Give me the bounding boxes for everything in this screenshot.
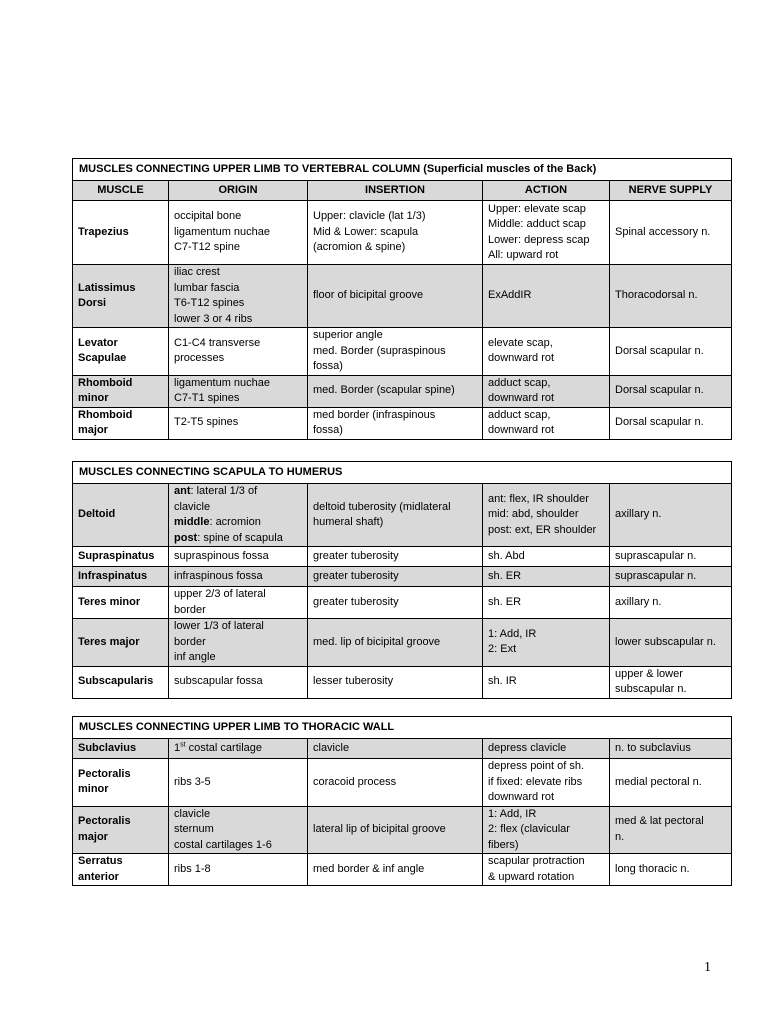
action-line: scapular protraction [488,855,585,867]
nerve-supply-line: lower subscapular n. [615,635,716,648]
origin-line: ligamentum nuchae [174,376,271,389]
nerve-supply-cell [610,587,732,619]
origin-cell [169,407,308,439]
action-line: All: upward rot [488,249,559,261]
insertion-line: med border (infraspinous [313,408,436,421]
muscle-name-cell [73,739,169,759]
insertion-line: floor of bicipital groove [313,289,424,302]
insertion-line: med. Border (scapular spine) [313,384,455,397]
table-title-row [73,159,732,181]
nerve-supply-line: Dorsal scapular n. [615,344,704,357]
muscle-name-cell [73,484,169,547]
insertion-cell [308,328,483,376]
muscle-name-cell [73,666,169,698]
table-title: MUSCLES CONNECTING UPPER LIMB TO THORACIC WALL [73,717,732,739]
nerve-supply-cell [610,265,732,328]
action-cell [483,666,610,698]
action-cell [483,759,610,807]
muscle-name-cell [73,265,169,328]
origin-line: clavicle [174,500,211,513]
origin-cell [169,587,308,619]
origin-line: supraspinous fossa [174,549,269,562]
column-header: ORIGIN [169,181,308,201]
action-line: fibers) [488,838,519,851]
origin-cell [169,328,308,376]
muscle-name-line: Scapulae [78,352,127,365]
insertion-cell [308,619,483,667]
origin-line: C7-T12 spine [174,241,241,254]
action-line: adduct scap, [488,408,551,421]
column-header: INSERTION [308,181,483,201]
muscle-name-line: Pectoralis [78,767,131,780]
origin-label: middle [174,516,210,528]
action-cell [483,375,610,407]
insertion-line: lesser tuberosity [313,675,394,688]
action-line: downward rot [488,352,555,365]
origin-line: iliac crest [174,266,220,278]
muscle-name-line: Trapezius [78,225,129,238]
action-line: sh. IR [488,675,517,688]
column-header: MUSCLE [73,181,169,201]
origin-text: : lateral 1/3 of [190,485,258,497]
origin-line: lower 3 or 4 ribs [174,312,253,325]
origin-line: C7-T1 spines [174,392,240,404]
action-line: depress point of sh. [488,760,585,772]
table-scapula-humerus [72,461,732,699]
insertion-line: clavicle [313,741,350,754]
muscle-name-line: Rhomboid [78,376,133,389]
muscle-name-line: major [78,830,108,843]
insertion-line: (acromion & spine) [313,241,406,254]
action-cell [483,484,610,547]
insertion-line: greater tuberosity [313,595,399,608]
muscle-name-line: Levator [78,336,118,349]
origin-text: : acromion [209,516,261,528]
origin-line: sternum [174,823,214,835]
insertion-line: fossa) [313,360,343,372]
muscle-name-cell [73,806,169,854]
insertion-cell [308,739,483,759]
muscle-name-line: Serratus [78,855,123,867]
origin-line: border [174,603,206,616]
action-line: downward rot [488,392,555,404]
action-line: Lower: depress scap [488,233,590,246]
insertion-line: lateral lip of bicipital groove [313,823,446,835]
nerve-supply-line: n. [615,830,625,843]
nerve-supply-line: Spinal accessory n. [615,225,711,238]
column-header: NERVE SUPPLY [610,181,732,201]
action-line: post: ext, ER shoulder [488,523,597,536]
origin-line: ribs 1-8 [174,862,211,875]
muscle-name-cell [73,201,169,265]
nerve-supply-line: axillary n. [615,508,662,521]
insertion-line: deltoid tuberosity (midlateral [313,500,451,513]
muscle-row [73,739,732,759]
muscle-row [73,666,732,698]
nerve-supply-cell [610,328,732,376]
nerve-supply-line: Thoracodorsal n. [615,289,698,302]
origin-line: lumbar fascia [174,281,240,294]
nerve-supply-line: med & lat pectoral [615,815,704,828]
insertion-line: fossa) [313,424,343,436]
nerve-supply-cell [610,567,732,587]
origin-label: post [174,531,198,544]
muscle-row [73,619,732,667]
action-line: 2: flex (clavicular [488,823,570,835]
origin-cell [169,759,308,807]
origin-line: lower 1/3 of lateral [174,620,264,632]
muscle-name-cell [73,407,169,439]
insertion-line: humeral shaft) [313,516,384,528]
action-line: sh. ER [488,595,522,608]
action-line: ExAddIR [488,289,532,302]
nerve-supply-line: suprascapular n. [615,569,697,582]
origin-text: : spine of scapula [197,531,283,544]
insertion-line: Upper: clavicle (lat 1/3) [313,210,426,223]
origin-line: subscapular fossa [174,675,263,688]
muscle-name-line: Subscapularis [78,675,154,688]
origin-cell [169,666,308,698]
column-header-row [73,181,732,201]
origin-line: costal cartilages 1-6 [174,838,272,851]
origin-line: border [174,635,206,648]
table-title-row [73,462,732,484]
origin-cell [169,484,308,547]
muscle-name-line: Latissimus [78,281,136,294]
insertion-line: superior angle [313,329,383,341]
insertion-line: greater tuberosity [313,569,399,582]
action-line: downward rot [488,424,555,436]
muscle-name-cell [73,567,169,587]
nerve-supply-line: subscapular n. [615,683,687,695]
insertion-line: coracoid process [313,775,397,788]
muscle-name-line: minor [78,392,109,404]
origin-cell [169,265,308,328]
insertion-cell [308,265,483,328]
action-cell [483,587,610,619]
action-line: Middle: adduct scap [488,218,586,230]
column-header: ACTION [483,181,610,201]
table-title: MUSCLES CONNECTING UPPER LIMB TO VERTEBRAL COLUMN (Superficial muscles of the Back) [73,159,732,181]
insertion-cell [308,759,483,807]
muscle-row [73,567,732,587]
action-cell [483,854,610,886]
origin-cell [169,739,308,759]
insertion-cell [308,375,483,407]
muscle-name-line: Supraspinatus [78,549,155,562]
insertion-cell [308,547,483,567]
muscle-row [73,265,732,328]
muscle-name-cell [73,547,169,567]
insertion-cell [308,407,483,439]
muscle-name-line: anterior [78,870,119,883]
action-line: 2: Ext [488,643,517,656]
muscle-name-line: Infraspinatus [78,569,148,582]
nerve-supply-line: long thoracic n. [615,862,690,875]
action-line: & upward rotation [488,870,575,883]
origin-label: ant [174,485,191,497]
insertion-cell [308,484,483,547]
action-line: sh. Abd [488,549,525,562]
page-number: 1 [704,960,711,975]
origin-text: costal cartilage [185,741,263,754]
muscle-name-cell [73,328,169,376]
origin-cell [169,547,308,567]
origin-line [174,515,302,531]
insertion-cell [308,854,483,886]
action-cell [483,547,610,567]
insertion-line: med border & inf angle [313,862,425,875]
origin-cell [169,854,308,886]
nerve-supply-line: suprascapular n. [615,549,697,562]
nerve-supply-cell [610,854,732,886]
nerve-supply-line: n. to subclavius [615,741,691,754]
muscle-name-line: Dorsi [78,297,107,309]
origin-line: infraspinous fossa [174,569,263,582]
action-line: Upper: elevate scap [488,202,586,215]
origin-cell [169,806,308,854]
action-line: 1: Add, IR [488,807,537,820]
origin-line: ligamentum nuchae [174,225,271,238]
nerve-supply-line: Dorsal scapular n. [615,416,704,429]
nerve-supply-line: axillary n. [615,595,662,608]
table-title: MUSCLES CONNECTING SCAPULA TO HUMERUS [73,462,732,484]
action-line: sh. ER [488,569,522,582]
insertion-line: greater tuberosity [313,549,399,562]
nerve-supply-line: upper & lower [615,667,683,680]
muscle-name-cell [73,587,169,619]
nerve-supply-cell [610,806,732,854]
action-line: ant: flex, IR shoulder [488,492,589,505]
origin-line: C1-C4 transverse [174,336,261,349]
muscle-name-cell [73,854,169,886]
nerve-supply-cell [610,739,732,759]
insertion-line: med. lip of bicipital groove [313,635,441,648]
origin-cell [169,619,308,667]
action-cell [483,201,610,265]
action-line: depress clavicle [488,741,567,754]
muscle-row [73,328,732,376]
insertion-line: Mid & Lower: scapula [313,225,419,238]
insertion-line: med. Border (supraspinous [313,344,446,357]
nerve-supply-cell [610,484,732,547]
origin-line [174,484,302,500]
muscle-name-cell [73,619,169,667]
muscle-row [73,484,732,547]
muscle-row [73,806,732,854]
nerve-supply-cell [610,375,732,407]
nerve-supply-cell [610,547,732,567]
nerve-supply-cell [610,619,732,667]
insertion-cell [308,567,483,587]
muscle-name-line: minor [78,783,109,796]
muscle-name-line: Teres major [78,635,140,648]
action-line: 1: Add, IR [488,627,537,640]
table-vertebral-column [72,158,732,440]
muscle-row [73,407,732,439]
muscle-name-line: Deltoid [78,508,116,521]
muscle-name-line: major [78,424,108,436]
origin-line: ribs 3-5 [174,775,211,788]
muscle-row [73,201,732,265]
muscle-row [73,759,732,807]
action-cell [483,328,610,376]
action-cell [483,739,610,759]
origin-line: T2-T5 spines [174,416,239,429]
action-line: if fixed: elevate ribs [488,775,583,788]
origin-line: occipital bone [174,210,242,223]
action-line: downward rot [488,791,555,803]
origin-cell [169,567,308,587]
table-title-row [73,717,732,739]
nerve-supply-cell [610,666,732,698]
origin-line: clavicle [174,807,211,820]
muscle-name-line: Teres minor [78,595,141,608]
origin-line: processes [174,352,225,365]
action-cell [483,407,610,439]
origin-line: T6-T12 spines [174,297,245,309]
origin-superscript: st [180,741,186,749]
table-thoracic-wall [72,716,732,886]
action-cell [483,265,610,328]
action-line: adduct scap, [488,376,551,389]
insertion-cell [308,806,483,854]
muscle-name-line: Subclavius [78,741,137,754]
insertion-cell [308,666,483,698]
nerve-supply-cell [610,201,732,265]
muscle-name-cell [73,375,169,407]
action-line: mid: abd, shoulder [488,508,579,521]
nerve-supply-cell [610,407,732,439]
origin-line: upper 2/3 of lateral [174,588,266,600]
muscle-row [73,854,732,886]
origin-line [174,531,302,547]
origin-cell [169,201,308,265]
muscle-row [73,587,732,619]
origin-line: inf angle [174,651,216,663]
nerve-supply-line: medial pectoral n. [615,775,702,788]
origin-text: 1 [174,741,181,754]
insertion-cell [308,201,483,265]
action-cell [483,619,610,667]
origin-cell [169,375,308,407]
action-cell [483,567,610,587]
muscle-name-line: Rhomboid [78,408,133,421]
muscle-row [73,547,732,567]
nerve-supply-cell [610,759,732,807]
nerve-supply-line: Dorsal scapular n. [615,384,704,397]
muscle-name-line: Pectoralis [78,815,131,828]
action-cell [483,806,610,854]
muscle-row [73,375,732,407]
insertion-cell [308,587,483,619]
action-line: elevate scap, [488,336,553,349]
muscle-name-cell [73,759,169,807]
origin-line [174,741,302,757]
